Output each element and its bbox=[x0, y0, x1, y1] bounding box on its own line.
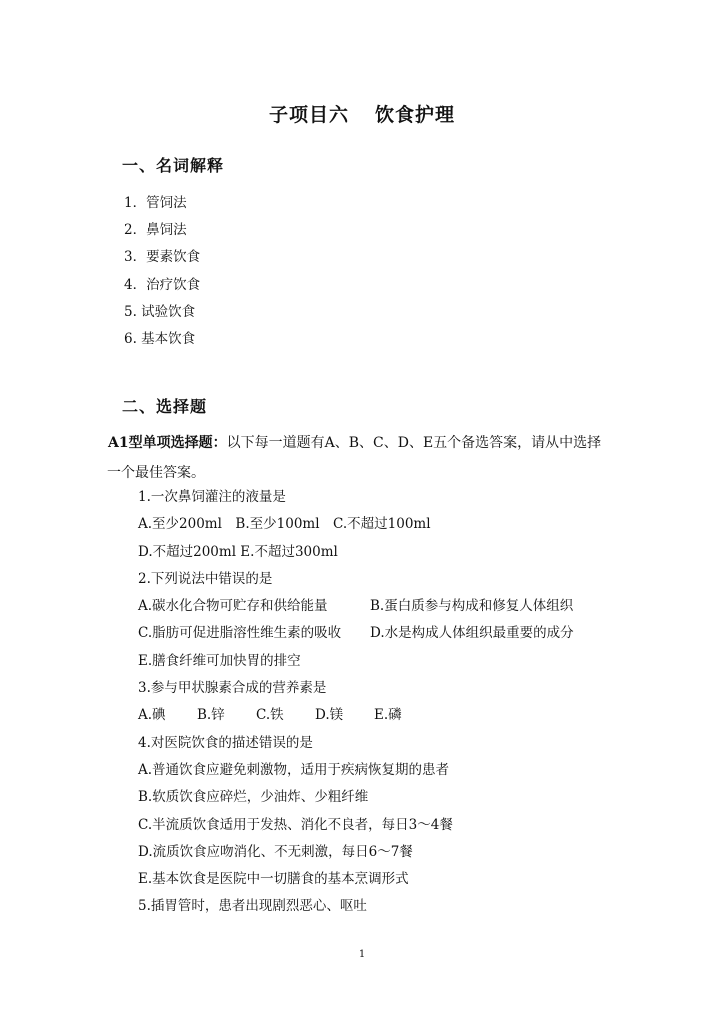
option-b: B.软质饮食应碎烂，少油炸、少粗纤维 bbox=[138, 789, 369, 806]
term-item: 3．要素饮食 bbox=[124, 249, 201, 266]
question-stem: 5.插胃管时，患者出现剧烈恶心、呕吐 bbox=[138, 898, 367, 915]
option-d: D.水是构成人体组织最重要的成分 bbox=[370, 625, 574, 642]
question-stem: 3.参与甲状腺素合成的营养素是 bbox=[138, 680, 327, 697]
option-a: A.碳水化合物可贮存和供给能量 bbox=[138, 598, 328, 615]
question-stem: 1.一次鼻饲灌注的液量是 bbox=[138, 489, 286, 505]
option-row bbox=[138, 702, 638, 729]
question-stem: 2.下列说法中错误的是 bbox=[138, 570, 273, 587]
section-heading-definitions: 一、名词解释 bbox=[122, 156, 225, 175]
section-heading-choice: 二、选择题 bbox=[122, 397, 208, 416]
term-item: 4．治疗饮食 bbox=[124, 276, 201, 293]
option-b: B.锌 bbox=[197, 707, 225, 724]
option-a: A.普通饮食应避免刺激物，适用于疾病恢复期的患者 bbox=[138, 761, 450, 778]
title-part-2: 饮食护理 bbox=[375, 104, 456, 126]
page-title bbox=[0, 100, 724, 127]
question-list bbox=[138, 484, 638, 921]
term-item: 6. 基本饮食 bbox=[124, 330, 196, 347]
option-line: A.至少200ml B.至少100ml C.不超过100ml bbox=[138, 516, 431, 533]
option-line: D.不超过200ml E.不超过300ml bbox=[138, 543, 338, 560]
option-c: C.半流质饮食适用于发热、消化不良者，每日3～4餐 bbox=[138, 816, 453, 833]
instructions-lead: A1型单项选择题： bbox=[108, 435, 227, 451]
term-item: 1．管饲法 bbox=[124, 195, 187, 211]
instructions-text: 以下每一道题有A、B、C、D、E五个备选答案，请从中选择 bbox=[226, 435, 602, 451]
option-d: D.镁 bbox=[315, 707, 344, 724]
instructions-continuation: 一个最佳答案。 bbox=[107, 465, 205, 481]
option-c: C.铁 bbox=[256, 707, 284, 724]
option-e: E.基本饮食是医院中一切膳食的基本烹调形式 bbox=[138, 871, 409, 888]
instructions-paragraph bbox=[108, 428, 632, 488]
option-e: E.磷 bbox=[374, 707, 402, 724]
option-a: A.碘 bbox=[138, 707, 166, 724]
title-part-1: 子项目六 bbox=[268, 104, 349, 126]
option-b: B.蛋白质参与构成和修复人体组织 bbox=[370, 598, 574, 615]
option-c: C.脂肪可促进脂溶性维生素的吸收 bbox=[138, 625, 342, 642]
term-item: 2．鼻饲法 bbox=[124, 222, 187, 239]
option-row bbox=[138, 593, 638, 620]
term-item: 5. 试验饮食 bbox=[124, 303, 196, 320]
term-list bbox=[124, 190, 200, 353]
question-stem: 4.对医院饮食的描述错误的是 bbox=[138, 734, 313, 751]
option-row bbox=[138, 620, 638, 647]
option-e: E.膳食纤维可加快胃的排空 bbox=[138, 652, 301, 669]
option-d: D.流质饮食应吻消化、不无刺激，每日6～7餐 bbox=[138, 843, 413, 860]
page-number: 1 bbox=[358, 949, 366, 960]
